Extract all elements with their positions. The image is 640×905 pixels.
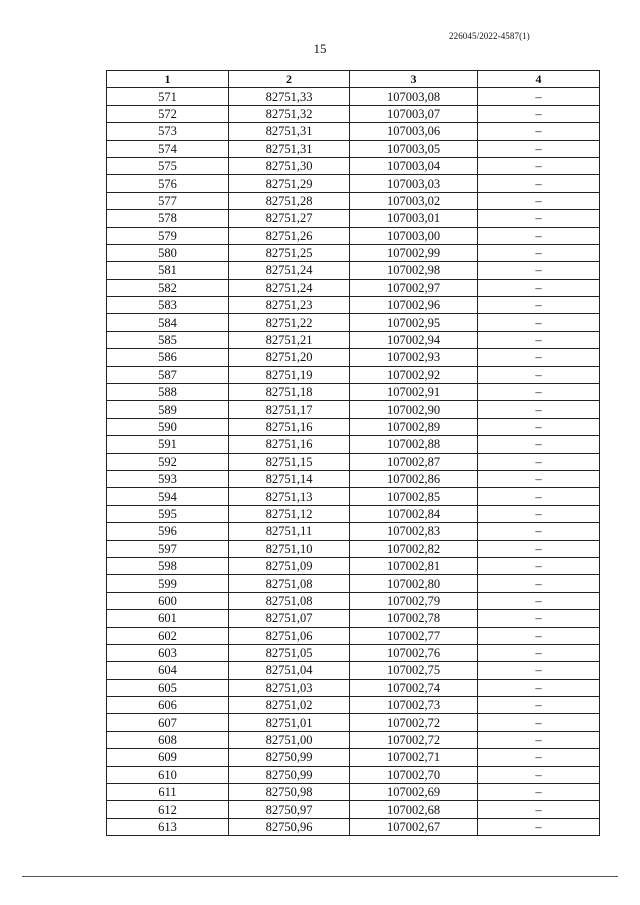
table-row — [107, 505, 600, 522]
table-cell: – — [478, 731, 600, 748]
table-cell: 82751,07 — [229, 610, 350, 627]
table-row — [107, 366, 600, 383]
table-row — [107, 470, 600, 487]
table-row — [107, 697, 600, 714]
table-cell: 107002,77 — [350, 627, 478, 644]
table-row — [107, 801, 600, 818]
table-cell: 613 — [107, 818, 229, 835]
table-cell: 82751,19 — [229, 366, 350, 383]
table-cell: – — [478, 592, 600, 609]
table-row — [107, 210, 600, 227]
table-cell: 82751,32 — [229, 105, 350, 122]
table-row — [107, 557, 600, 574]
table-row — [107, 123, 600, 140]
table-cell: 82750,99 — [229, 749, 350, 766]
table-cell: 611 — [107, 784, 229, 801]
table-cell: 596 — [107, 523, 229, 540]
table-cell: 595 — [107, 505, 229, 522]
table-cell: 107002,84 — [350, 505, 478, 522]
table-cell: 583 — [107, 297, 229, 314]
table-cell: 82751,14 — [229, 470, 350, 487]
table-cell: 601 — [107, 610, 229, 627]
table-cell: – — [478, 401, 600, 418]
table-cell: 107003,08 — [350, 88, 478, 105]
table-cell: 82751,04 — [229, 662, 350, 679]
table-row — [107, 88, 600, 105]
table-cell: 82751,12 — [229, 505, 350, 522]
table-cell: 585 — [107, 331, 229, 348]
table-cell: 107002,70 — [350, 766, 478, 783]
table-cell: – — [478, 610, 600, 627]
table-cell: 107003,06 — [350, 123, 478, 140]
table-cell: 580 — [107, 244, 229, 261]
table-cell: 606 — [107, 697, 229, 714]
table-cell: – — [478, 523, 600, 540]
table-cell: 107002,96 — [350, 297, 478, 314]
table-row — [107, 592, 600, 609]
table-cell: 82751,31 — [229, 140, 350, 157]
table-cell: 107002,75 — [350, 662, 478, 679]
table-cell: 82751,20 — [229, 349, 350, 366]
table-row — [107, 644, 600, 661]
table-cell: 587 — [107, 366, 229, 383]
page-number: 15 — [313, 41, 327, 56]
table-cell: – — [478, 784, 600, 801]
table-row — [107, 766, 600, 783]
table-cell: 107003,02 — [350, 192, 478, 209]
table-cell: 598 — [107, 557, 229, 574]
table-cell: – — [478, 679, 600, 696]
table-cell: – — [478, 105, 600, 122]
table-cell: 82751,10 — [229, 540, 350, 557]
table-cell: 602 — [107, 627, 229, 644]
table-cell: 579 — [107, 227, 229, 244]
table-row — [107, 401, 600, 418]
table-cell: 107003,00 — [350, 227, 478, 244]
table-cell: 597 — [107, 540, 229, 557]
table-cell: – — [478, 505, 600, 522]
header-row — [107, 71, 600, 88]
table-cell: 82751,24 — [229, 279, 350, 296]
table-cell: 584 — [107, 314, 229, 331]
table-cell: 82751,08 — [229, 575, 350, 592]
table-cell: 575 — [107, 157, 229, 174]
table-row — [107, 679, 600, 696]
table-cell: 107002,93 — [350, 349, 478, 366]
table-cell: – — [478, 697, 600, 714]
table-row — [107, 105, 600, 122]
table-cell: 586 — [107, 349, 229, 366]
table-cell: 82751,09 — [229, 557, 350, 574]
table-cell: – — [478, 244, 600, 261]
table-cell: 582 — [107, 279, 229, 296]
table-header — [107, 71, 600, 88]
table-row — [107, 610, 600, 627]
table-cell: – — [478, 470, 600, 487]
table-cell: 107002,72 — [350, 714, 478, 731]
table-cell: 82750,98 — [229, 784, 350, 801]
table-cell: 107002,73 — [350, 697, 478, 714]
table-row — [107, 279, 600, 296]
table-cell: 107002,74 — [350, 679, 478, 696]
table-cell: – — [478, 540, 600, 557]
table-cell: – — [478, 140, 600, 157]
table-row — [107, 140, 600, 157]
table-cell: 82751,11 — [229, 523, 350, 540]
table-cell: 599 — [107, 575, 229, 592]
table-cell: 107002,99 — [350, 244, 478, 261]
table-row — [107, 749, 600, 766]
table-cell: – — [478, 644, 600, 661]
table-cell: 594 — [107, 488, 229, 505]
table-row — [107, 714, 600, 731]
column-header: 1 — [107, 71, 229, 88]
table-cell: 107002,88 — [350, 436, 478, 453]
table-row — [107, 192, 600, 209]
table-cell: 612 — [107, 801, 229, 818]
table-cell: 588 — [107, 384, 229, 401]
table-cell: 107003,01 — [350, 210, 478, 227]
table-row — [107, 244, 600, 261]
table-cell: 82751,29 — [229, 175, 350, 192]
table-cell: 107002,89 — [350, 418, 478, 435]
table-row — [107, 262, 600, 279]
table-cell: 107002,95 — [350, 314, 478, 331]
table-cell: 603 — [107, 644, 229, 661]
document-number: 226045/2022-4587(1) — [449, 31, 530, 41]
table-cell: 82751,25 — [229, 244, 350, 261]
table-cell: – — [478, 749, 600, 766]
table-row — [107, 818, 600, 835]
table-cell: – — [478, 297, 600, 314]
table-cell: 107002,94 — [350, 331, 478, 348]
table-cell: 605 — [107, 679, 229, 696]
table-cell: 610 — [107, 766, 229, 783]
table-cell: 607 — [107, 714, 229, 731]
table-cell: 589 — [107, 401, 229, 418]
table-cell: 82751,05 — [229, 644, 350, 661]
table-cell: 581 — [107, 262, 229, 279]
table-cell: 604 — [107, 662, 229, 679]
table-row — [107, 453, 600, 470]
table-cell: – — [478, 349, 600, 366]
table-cell: – — [478, 418, 600, 435]
table-cell: 107002,91 — [350, 384, 478, 401]
table-body — [107, 88, 600, 836]
table-cell: 107002,82 — [350, 540, 478, 557]
table-cell: 107002,69 — [350, 784, 478, 801]
coordinates-table — [106, 70, 600, 836]
table-cell: – — [478, 192, 600, 209]
column-header: 3 — [350, 71, 478, 88]
table-cell: 82751,03 — [229, 679, 350, 696]
column-header: 2 — [229, 71, 350, 88]
table-cell: – — [478, 662, 600, 679]
table-cell: – — [478, 210, 600, 227]
table-cell: 82750,96 — [229, 818, 350, 835]
table-cell: 600 — [107, 592, 229, 609]
table-cell: 82751,06 — [229, 627, 350, 644]
table-cell: 107002,72 — [350, 731, 478, 748]
table-row — [107, 331, 600, 348]
table-cell: – — [478, 262, 600, 279]
table-cell: 107002,81 — [350, 557, 478, 574]
table-row — [107, 731, 600, 748]
table-cell: – — [478, 766, 600, 783]
table-cell: 107002,71 — [350, 749, 478, 766]
table-cell: 574 — [107, 140, 229, 157]
table-cell: – — [478, 436, 600, 453]
table-cell: 593 — [107, 470, 229, 487]
table-cell: 82751,30 — [229, 157, 350, 174]
table-cell: – — [478, 123, 600, 140]
table-cell: 107003,07 — [350, 105, 478, 122]
table-row — [107, 436, 600, 453]
table-cell: – — [478, 488, 600, 505]
table-cell: 107002,78 — [350, 610, 478, 627]
table-cell: – — [478, 227, 600, 244]
table-row — [107, 662, 600, 679]
table-cell: 82751,02 — [229, 697, 350, 714]
table-cell: 82751,31 — [229, 123, 350, 140]
table-cell: 107002,92 — [350, 366, 478, 383]
table-cell: 572 — [107, 105, 229, 122]
table-cell: 609 — [107, 749, 229, 766]
table-cell: – — [478, 384, 600, 401]
table-row — [107, 784, 600, 801]
table-cell: – — [478, 801, 600, 818]
table-cell: 608 — [107, 731, 229, 748]
table-cell: – — [478, 627, 600, 644]
table-cell: 82751,17 — [229, 401, 350, 418]
table-cell: 82751,22 — [229, 314, 350, 331]
table-cell: 591 — [107, 436, 229, 453]
table-cell: 573 — [107, 123, 229, 140]
table-cell: 82751,23 — [229, 297, 350, 314]
table-cell: 82751,33 — [229, 88, 350, 105]
table-cell: – — [478, 453, 600, 470]
table-cell: 82751,18 — [229, 384, 350, 401]
table-cell: 82751,15 — [229, 453, 350, 470]
table-row — [107, 227, 600, 244]
table-cell: 82751,21 — [229, 331, 350, 348]
table-cell: 82751,16 — [229, 436, 350, 453]
table-cell: – — [478, 279, 600, 296]
table-row — [107, 575, 600, 592]
table-cell: 107002,83 — [350, 523, 478, 540]
table-cell: 82751,27 — [229, 210, 350, 227]
table-row — [107, 488, 600, 505]
table-cell: 107002,86 — [350, 470, 478, 487]
table-cell: 107003,05 — [350, 140, 478, 157]
table-cell: 107002,97 — [350, 279, 478, 296]
table-cell: 107002,87 — [350, 453, 478, 470]
table-cell: – — [478, 366, 600, 383]
table-cell: 592 — [107, 453, 229, 470]
table-cell: 107002,67 — [350, 818, 478, 835]
table-row — [107, 175, 600, 192]
table-row — [107, 297, 600, 314]
table-row — [107, 523, 600, 540]
table-row — [107, 540, 600, 557]
table-row — [107, 314, 600, 331]
table-cell: – — [478, 557, 600, 574]
table-row — [107, 627, 600, 644]
table-cell: 82751,16 — [229, 418, 350, 435]
column-header: 4 — [478, 71, 600, 88]
table-cell: 107002,76 — [350, 644, 478, 661]
table-cell: 577 — [107, 192, 229, 209]
table-cell: – — [478, 314, 600, 331]
table-cell: 82751,26 — [229, 227, 350, 244]
table-row — [107, 418, 600, 435]
table-cell: 107003,03 — [350, 175, 478, 192]
table-row — [107, 349, 600, 366]
table-cell: 107002,85 — [350, 488, 478, 505]
table-cell: 107002,90 — [350, 401, 478, 418]
table-cell: – — [478, 88, 600, 105]
table-cell: – — [478, 575, 600, 592]
table-cell: – — [478, 818, 600, 835]
table-cell: 82750,99 — [229, 766, 350, 783]
table-cell: 576 — [107, 175, 229, 192]
bottom-divider — [22, 876, 618, 877]
table-cell: 82751,00 — [229, 731, 350, 748]
table-cell: 571 — [107, 88, 229, 105]
table-cell: – — [478, 157, 600, 174]
table-cell: 590 — [107, 418, 229, 435]
table-cell: 82751,24 — [229, 262, 350, 279]
table-cell: 82750,97 — [229, 801, 350, 818]
table-cell: 107002,68 — [350, 801, 478, 818]
table-cell: 107002,98 — [350, 262, 478, 279]
table-cell: – — [478, 331, 600, 348]
table-cell: 578 — [107, 210, 229, 227]
table-cell: – — [478, 175, 600, 192]
table-cell: 107002,80 — [350, 575, 478, 592]
table-cell: 82751,01 — [229, 714, 350, 731]
table-cell: 107003,04 — [350, 157, 478, 174]
table-row — [107, 384, 600, 401]
table-cell: 82751,28 — [229, 192, 350, 209]
table-row — [107, 157, 600, 174]
table-cell: – — [478, 714, 600, 731]
table-cell: 107002,79 — [350, 592, 478, 609]
table-cell: 82751,13 — [229, 488, 350, 505]
table-cell: 82751,08 — [229, 592, 350, 609]
